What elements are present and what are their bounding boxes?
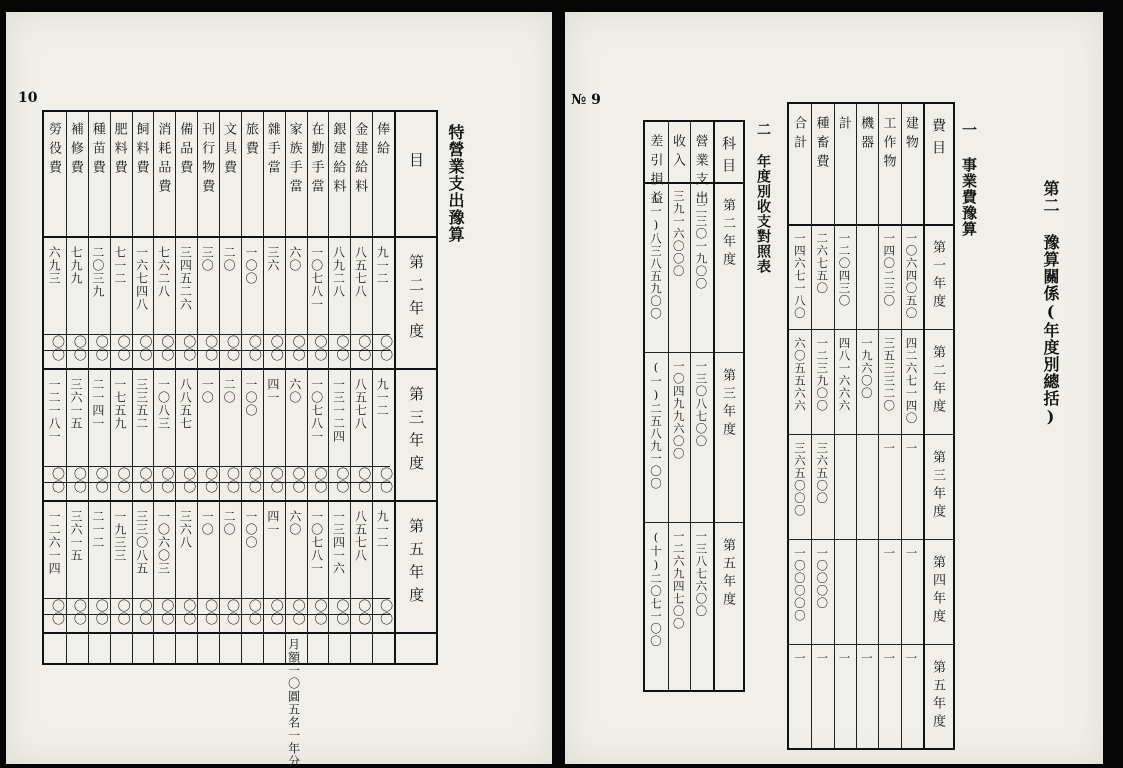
year-header: 第三年度 (407, 386, 425, 478)
row-value: 二六七五〇 (815, 232, 830, 295)
row-divider (44, 368, 436, 370)
zeros-mark: 〇〇 (289, 467, 305, 493)
section-title: 第二 豫算關係(年度別總括) (1041, 180, 1060, 427)
row-value: 三六五〇〇〇 (792, 442, 807, 517)
zeros-mark: 〇〇 (333, 335, 349, 361)
item-value: 四一 (265, 510, 280, 536)
item-value: 九一二 (375, 378, 390, 417)
zeros-mark: 〇〇 (114, 599, 130, 625)
column-divider (394, 112, 396, 663)
column-divider (856, 104, 857, 748)
row-name: 收入 (670, 134, 685, 172)
item-value: 一三四一六 (331, 510, 346, 575)
header-label: 科目 (720, 136, 736, 180)
zeros-mark: 〇〇 (48, 599, 64, 625)
zeros-mark: 〇〇 (180, 467, 196, 493)
item-value: 三六一五 (69, 378, 84, 430)
item-value: 二一二 (90, 510, 105, 549)
zeros-mark: 〇〇 (136, 467, 152, 493)
column-divider (219, 112, 220, 663)
page-number-right: № 9 (571, 92, 601, 108)
zeros-mark: 〇〇 (92, 335, 108, 361)
item-name: 種苗費 (89, 122, 105, 179)
column-divider (285, 112, 286, 663)
zeros-mark: 〇〇 (48, 335, 64, 361)
row-value: 一〇〇〇〇 (815, 547, 830, 610)
row-value: 一 (882, 652, 897, 665)
column-divider (834, 104, 835, 748)
row-value: 三六五〇〇 (815, 442, 830, 505)
item-value: 一〇〇 (244, 378, 259, 417)
column-divider (66, 112, 67, 663)
zeros-mark: 〇〇 (267, 599, 283, 625)
row-name: 營業支出 (692, 134, 708, 210)
year-header: 第三年度 (930, 450, 945, 522)
header-label: 費目 (930, 118, 946, 162)
column-divider (811, 104, 812, 748)
row-name: 計 (835, 116, 851, 135)
item-value: 九一二 (375, 510, 390, 549)
title-mark: 特 (446, 124, 465, 141)
row-value: 一四六七一八〇 (792, 232, 807, 320)
item-name: 備品費 (177, 122, 193, 179)
column-divider (175, 112, 176, 663)
zeros-mark: 〇〇 (355, 467, 371, 493)
row-value: 一三八七六〇〇 (694, 530, 709, 618)
item-name: 俸給 (374, 122, 390, 160)
column-divider (350, 112, 351, 663)
item-value: 一九三三 (112, 510, 127, 562)
item-value: 六〇 (287, 510, 302, 536)
zeros-mark: 〇〇 (180, 335, 196, 361)
expense-table (42, 110, 438, 768)
item-value: 八九二八 (331, 246, 346, 298)
row-value: (一)八三八五九〇〇 (649, 190, 664, 320)
item-value: 二一四一 (90, 378, 105, 430)
zeros-mark: 〇〇 (377, 335, 393, 361)
column-divider (110, 112, 111, 663)
row-divider (645, 352, 743, 353)
row-value: (一)二五八九一〇〇 (649, 360, 664, 490)
row-divider (645, 522, 743, 523)
zeros-mark: 〇〇 (114, 335, 130, 361)
item-value: 一〇八三 (156, 378, 171, 430)
column-divider (923, 104, 925, 748)
item-name: 補修費 (67, 122, 83, 179)
row-name: 差引損益 (647, 134, 663, 210)
item-value: 八八五七 (178, 378, 193, 430)
row-value: 一三〇八七〇〇 (694, 360, 709, 448)
row-value: 一二三〇一九〇〇 (694, 190, 709, 290)
zeros-mark: 〇〇 (158, 467, 174, 493)
zeros-mark: 〇〇 (92, 467, 108, 493)
year-header: 第一年度 (930, 240, 945, 312)
item-name: 金建給料 (352, 122, 368, 198)
item-value: 一六七四八 (134, 246, 149, 311)
row-value: 一 (837, 652, 852, 665)
row-divider (44, 500, 436, 502)
year-header: 第五年度 (720, 538, 735, 610)
item-value: 一〇七八一 (309, 510, 324, 575)
item-name: 肥料費 (111, 122, 127, 179)
item-value: 一七五九 (112, 378, 127, 430)
column-divider (372, 112, 373, 663)
budget-table (787, 102, 955, 750)
zeros-mark: 〇〇 (70, 335, 86, 361)
item-value: 七一二 (112, 246, 127, 285)
zeros-mark: 〇〇 (48, 467, 64, 493)
zeros-mark: 〇〇 (114, 467, 130, 493)
row-value: 一 (815, 652, 830, 665)
row-value: 一四〇二三〇 (882, 232, 897, 307)
row-value: 一二〇四三〇 (837, 232, 852, 307)
row-value: 一〇四九九六〇〇 (671, 360, 686, 460)
column-divider (153, 112, 154, 663)
column-divider (241, 112, 242, 663)
row-value: 一 (882, 547, 897, 560)
item-value: 八五七八 (353, 246, 368, 298)
row-value: 一〇六四〇五〇 (904, 232, 919, 320)
row-value: 一 (859, 652, 874, 665)
column-divider (668, 122, 669, 690)
item-value: 三六一五 (69, 510, 84, 562)
row-divider (789, 329, 953, 330)
row-divider (44, 632, 436, 634)
zeros-mark: 〇〇 (223, 599, 239, 625)
zeros-mark: 〇〇 (92, 599, 108, 625)
year-header: 第二年度 (930, 345, 945, 417)
zeros-mark: 〇〇 (267, 335, 283, 361)
sub1-label: 一 事業費豫算 (960, 122, 978, 237)
item-value: 三三五二 (134, 378, 149, 430)
zeros-mark: 〇〇 (136, 599, 152, 625)
year-header: 第二年度 (407, 254, 425, 346)
column-divider (901, 104, 902, 748)
zeros-mark: 〇〇 (158, 599, 174, 625)
left-page (6, 12, 552, 768)
item-value: 一〇 (200, 510, 215, 536)
row-name: 機器 (858, 116, 874, 154)
zeros-mark: 〇〇 (311, 467, 327, 493)
zeros-mark: 〇〇 (223, 335, 239, 361)
zeros-mark: 〇〇 (202, 335, 218, 361)
row-value: 四八一六六六 (837, 337, 852, 412)
zeros-mark: 〇〇 (355, 335, 371, 361)
year-header: 第四年度 (930, 555, 945, 627)
left-table-title (444, 124, 467, 243)
row-value: 一二三九〇〇 (815, 337, 830, 412)
item-name: 家族手當 (286, 122, 302, 198)
item-name: 旅費 (242, 122, 258, 160)
row-value: 四二六七一四〇 (904, 337, 919, 425)
zeros-mark: 〇〇 (289, 599, 305, 625)
row-value: 六〇五五六六 (792, 337, 807, 412)
column-divider (878, 104, 879, 748)
row-value: 一 (904, 652, 919, 665)
item-value: 一〇〇 (244, 246, 259, 285)
column-divider (197, 112, 198, 663)
row-divider (789, 644, 953, 645)
zeros-mark: 〇〇 (223, 467, 239, 493)
item-name: 飼料費 (133, 122, 149, 179)
year-header: 第二年度 (720, 198, 735, 270)
item-value: 八五七八 (353, 510, 368, 562)
row-name: 合計 (791, 116, 807, 154)
row-value: 一九六〇〇 (859, 337, 874, 400)
column-divider (690, 122, 691, 690)
item-value: 七九九 (69, 246, 84, 285)
zeros-mark: 〇〇 (311, 599, 327, 625)
item-value: 二〇 (222, 378, 237, 404)
item-value: 一〇七八一 (309, 378, 324, 443)
item-name: 消耗品費 (155, 122, 171, 198)
column-divider (132, 112, 133, 663)
footnote: 月額一〇圓五名一年分 (286, 638, 301, 768)
row-value: 三五三三二〇 (882, 337, 897, 412)
item-name: 文具費 (220, 122, 236, 179)
zeros-mark: 〇〇 (180, 599, 196, 625)
item-value: 一〇 (200, 378, 215, 404)
item-name: 雜手當 (264, 122, 280, 179)
zeros-mark: 〇〇 (333, 467, 349, 493)
row-value: 一 (904, 547, 919, 560)
item-value: 一〇六〇三 (156, 510, 171, 575)
zeros-mark: 〇〇 (245, 599, 261, 625)
year-header: 第三年度 (720, 368, 735, 440)
item-value: 七六二八 (156, 246, 171, 298)
right-page (565, 12, 1103, 764)
item-value: 六〇 (287, 246, 302, 272)
item-value: 六九三 (47, 246, 62, 285)
income-expense-table (643, 120, 745, 692)
row-divider (789, 224, 953, 226)
item-value: 八五七八 (353, 378, 368, 430)
row-value: 一二六九四七〇〇 (671, 530, 686, 630)
item-value: 三六 (265, 246, 280, 272)
item-value: 二〇三九 (90, 246, 105, 298)
year-header: 第五年度 (407, 518, 425, 610)
item-value: 二〇 (222, 246, 237, 272)
item-value: 一二一八一 (47, 378, 62, 443)
zeros-mark: 〇〇 (158, 335, 174, 361)
item-name: 銀建給料 (330, 122, 346, 198)
row-value: 一 (882, 442, 897, 455)
row-name: 種畜費 (813, 116, 829, 173)
item-value: 一二六一四 (47, 510, 62, 575)
item-value: 六〇 (287, 378, 302, 404)
item-value: 九一二 (375, 246, 390, 285)
zeros-mark: 〇〇 (333, 599, 349, 625)
row-value: 三九一六〇〇〇 (671, 190, 686, 278)
year-header: 第五年度 (930, 660, 945, 732)
column-divider (328, 112, 329, 663)
zeros-mark: 〇〇 (377, 467, 393, 493)
row-divider (44, 236, 436, 238)
zeros-mark: 〇〇 (289, 335, 305, 361)
page-number-left: 10 (18, 90, 38, 106)
row-value: 一〇〇〇〇〇 (792, 547, 807, 622)
column-divider (263, 112, 264, 663)
zeros-mark: 〇〇 (245, 335, 261, 361)
row-name: 建物 (902, 116, 918, 154)
zeros-mark: 〇〇 (202, 467, 218, 493)
item-value: 一〇七八一 (309, 246, 324, 311)
row-value: 一 (792, 652, 807, 665)
column-divider (307, 112, 308, 663)
zeros-mark: 〇〇 (70, 599, 86, 625)
item-value: 三六八 (178, 510, 193, 549)
column-divider (88, 112, 89, 663)
header-label: 目 (407, 152, 425, 168)
item-name: 在勤手當 (308, 122, 324, 198)
title-text: 營業支出豫算 (446, 141, 465, 243)
item-value: 三〇 (200, 246, 215, 272)
column-divider (713, 122, 715, 690)
zeros-mark: 〇〇 (245, 467, 261, 493)
item-value: 一三一二四 (331, 378, 346, 443)
item-value: 三三〇八五 (134, 510, 149, 575)
zeros-mark: 〇〇 (202, 599, 218, 625)
zeros-mark: 〇〇 (377, 599, 393, 625)
item-name: 勞役費 (45, 122, 61, 179)
zeros-mark: 〇〇 (70, 467, 86, 493)
zeros-mark: 〇〇 (311, 335, 327, 361)
zeros-mark: 〇〇 (267, 467, 283, 493)
zeros-mark: 〇〇 (136, 335, 152, 361)
zeros-mark: 〇〇 (355, 599, 371, 625)
row-value: (十)二〇七一〇〇 (649, 530, 664, 648)
item-value: 二〇 (222, 510, 237, 536)
row-divider (789, 434, 953, 435)
row-divider (789, 539, 953, 540)
item-value: 四一 (265, 378, 280, 404)
sub2-label: 二 年度別收支對照表 (755, 122, 771, 274)
item-value: 一〇〇 (244, 510, 259, 549)
item-value: 三四五二六 (178, 246, 193, 311)
item-name: 刊行物費 (199, 122, 215, 198)
row-name: 工作物 (880, 116, 896, 173)
row-value: 一 (904, 442, 919, 455)
